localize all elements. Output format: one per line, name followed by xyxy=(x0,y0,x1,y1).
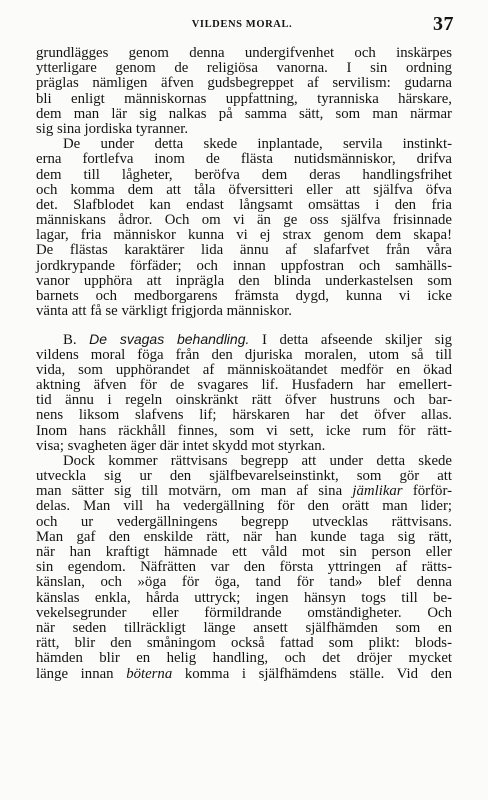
text-line: jordkrypande förfäder; och innan uppfostran och samhälls- xyxy=(36,257,452,274)
text-line: De under detta skede inplantade, servila instinkt- xyxy=(63,136,452,153)
text-line: präglas nämligen äfven gudsbegreppet af servilism: gudarna xyxy=(36,75,452,92)
text-line: sin egendom. Näfrätten var den första yttringen af rätts- xyxy=(36,559,452,576)
text-line: vida, som upphörandet af människoätandet medför en ökad xyxy=(36,361,452,378)
paragraph-1 xyxy=(36,46,452,137)
text-line: barnets och medborgarens främsta dygd, kunna vi icke xyxy=(36,288,452,304)
text-line: utveckla sig ur den själfbevarelseinstinkt, som gör att xyxy=(36,468,452,485)
text-line: nens liksom slafvens lif; härskaren har det öfver allas. xyxy=(36,407,452,424)
text-line: när han kraftigt hämnade ett våld mot sin person eller xyxy=(36,544,452,560)
text-fragment: komma i själfhämdens ställe. Vid den xyxy=(184,665,452,682)
text-line: känslas enkla, hårda uttryck; ingen hänsyn togs till be- xyxy=(36,589,452,606)
running-header xyxy=(30,14,454,36)
text-line: rätt, blir den småningom också fattad som plikt: blods- xyxy=(36,635,452,652)
text-line: De flästas karaktärer lida ännu af slafarfvet från våra xyxy=(36,242,452,259)
text-line: känslan, och »öga för öga, tand för tand» blef denna xyxy=(36,574,452,591)
text-line: människans ådror. Och om vi än ge oss själfva frisinnade xyxy=(36,212,452,229)
running-title: VILDENS MORAL. xyxy=(191,19,293,30)
text-line: grundlägges genom denna undergifvenhet och inskärpes xyxy=(36,45,452,61)
text-line: det. Slafblodet kan endast långsamt omsättas i den fria xyxy=(36,196,452,213)
section-label: B. xyxy=(63,332,77,349)
text-line: aktning äfven för de svagares lif. Husfadern har emellert- xyxy=(36,376,452,393)
text-line: vildens moral föga från den djuriska moralen, utom så till xyxy=(36,346,452,363)
text-line: delas. Man vill ha vedergällning för den orätt man lider; xyxy=(36,498,452,515)
text-line: Dock kommer rättvisans begrepp att under detta skede xyxy=(63,452,452,469)
text-line: vekelsegrunder eller förmildrande omständigheter. Och xyxy=(36,604,452,621)
text-line: dem man lär sig nalkas på samma sätt, som man närmar xyxy=(36,105,452,122)
text-line: hämden blir en helig handling, och det dröjer mycket xyxy=(36,650,452,667)
text-line-with-italic xyxy=(36,484,452,499)
text-fragment: förför- xyxy=(412,483,452,500)
text-line: sig sina jordiska tyranner. xyxy=(36,120,189,137)
text-line: och ur vedergällningens begrepp utvecklas rättvisans. xyxy=(36,513,452,530)
page-number: 37 xyxy=(433,13,454,35)
text-line: vänta att få se värkligt frigjorda människor. xyxy=(36,303,292,320)
text-line: erna fortlefva inom de flästa nutidsmänniskor, drifva xyxy=(36,151,452,168)
body-text xyxy=(36,46,452,682)
text-line: Inom hans räckhåll finnes, som vi sett, icke rum för rätt- xyxy=(36,422,452,439)
text-line: och komma dem att tåla öfversitteri eller att själfva öfva xyxy=(36,181,452,198)
paragraph-4 xyxy=(36,454,452,682)
text-fragment: I detta afseende skiljer sig xyxy=(261,332,452,349)
section-title: De svagas behandling. xyxy=(89,331,250,348)
italic-term: böterna xyxy=(126,665,173,682)
text-line: när seden tillräckligt länge ansett själfhämden som en xyxy=(36,619,452,636)
text-line: vanor upphöra att inprägla den blinda underkastelsen som xyxy=(36,272,452,289)
text-line: dem till lågheter, beröfva dem deras handlingsfrihet xyxy=(36,166,452,183)
text-fragment: länge innan xyxy=(36,665,114,682)
italic-term: jämlikar xyxy=(352,483,403,500)
text-line: bli enligt människornas uppfattning, tyranniska härskare, xyxy=(36,90,452,107)
text-line-with-italic xyxy=(36,667,452,682)
paragraph-2 xyxy=(36,137,452,319)
text-line: visa; svagheten äger där intet skydd mot styrkan. xyxy=(36,437,326,454)
paragraph-3 xyxy=(36,332,452,454)
text-line: Man gaf den enskilde rätt, när han kunde taga sig rätt, xyxy=(36,528,452,545)
text-line: tid ännu i regeln oinskränkt rätt öfver hustruns och bar- xyxy=(36,392,452,409)
section-heading-line xyxy=(36,332,452,347)
text-line: ytterligare genom de religiösa vanorna. I sin ordning xyxy=(36,60,452,77)
text-fragment: man sätter sig till motvärn, om man af sina xyxy=(36,483,343,500)
text-line: lagar, fria människor kunna vi ej strax genom dem skapa! xyxy=(36,227,452,244)
